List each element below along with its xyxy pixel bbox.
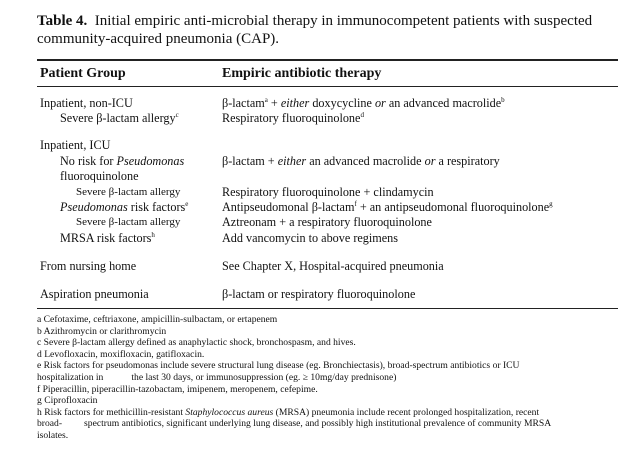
- therapy-severe-allergy-non-icu: [222, 111, 364, 126]
- group-nursing-home: From nursing home: [40, 259, 137, 273]
- therapy-text: +: [267, 96, 281, 110]
- group-inpatient-icu: Inpatient, ICU: [40, 138, 111, 152]
- footnote-e-line2: [37, 372, 622, 384]
- therapy-aspiration: β-lactam or respiratory fluoroquinolone: [222, 287, 416, 301]
- group-text: Pseudomonas: [60, 200, 128, 214]
- group-aspiration: Aspiration pneumonia: [40, 287, 149, 301]
- group-severe-allergy-icu: Severe β-lactam allergy: [76, 186, 181, 198]
- footnote-text: hospitalization in: [37, 371, 104, 383]
- group-fluoroquinolone-continuation: fluoroquinolone: [60, 169, 139, 183]
- group-severe-allergy-pseudomonas: Severe β-lactam allergy: [76, 216, 181, 228]
- footnote-marker: d: [360, 110, 364, 119]
- therapy-text: an advanced macrolide: [385, 96, 502, 110]
- therapy-inpatient-non-icu: [222, 96, 505, 111]
- therapy-text: Respiratory fluoroquinolone: [222, 111, 361, 125]
- footnote-marker: f: [354, 199, 357, 208]
- therapy-text: or: [374, 96, 386, 110]
- table-top-rule: [37, 59, 618, 61]
- footnote-b: b Azithromycin or clarithromycin: [37, 325, 167, 337]
- footnote-marker: e: [185, 199, 189, 208]
- footnote-marker: g: [549, 199, 553, 208]
- footnote-text: broad-: [37, 418, 63, 430]
- footnote-h-line3: isolates.: [37, 429, 69, 441]
- therapy-text: β-lactam +: [222, 154, 278, 168]
- footnote-marker: c: [175, 110, 179, 119]
- group-inpatient-non-icu: Inpatient, non-ICU: [40, 96, 133, 110]
- therapy-text: a respiratory: [435, 154, 500, 168]
- footnote-marker: b: [501, 95, 505, 104]
- therapy-text: either: [277, 154, 307, 168]
- footnote-marker: a: [264, 95, 268, 104]
- footnote-text: h Risk factors for methicillin-resistant: [37, 406, 186, 418]
- therapy-text: or: [424, 154, 436, 168]
- footnote-h-line1: [37, 407, 622, 419]
- footnote-g: g Ciprofloxacin: [37, 395, 98, 407]
- therapy-no-pseudomonas-risk: [222, 154, 500, 169]
- group-text: risk factors: [127, 200, 186, 214]
- group-pseudomonas-risk: [60, 200, 188, 215]
- table-label: Table 4.: [37, 13, 88, 29]
- therapy-text: either: [280, 96, 310, 110]
- footnote-text: (MRSA) pneumonia include recent prolonged hospitalization, recent: [273, 406, 540, 418]
- therapy-text: doxycycline: [309, 96, 375, 110]
- therapy-severe-allergy-icu: Respiratory fluoroquinolone + clindamycin: [222, 185, 434, 199]
- therapy-text: + an antipseudomonal fluoroquinolone: [356, 200, 550, 214]
- group-mrsa-risk: [60, 231, 155, 246]
- footnote-e-line1: e Risk factors for pseudomonas include severe structural lung disease (eg. Bronchiectasis), broad-spectrum antibiotics or ICU: [37, 360, 520, 372]
- footnote-marker: h: [151, 230, 155, 239]
- table-bottom-rule: [37, 308, 618, 309]
- footnote-c: c Severe β-lactam allergy defined as anaphylactic shock, bronchospasm, and hives.: [37, 337, 356, 349]
- therapy-text: β-lactam: [222, 96, 265, 110]
- footnote-f: f Piperacillin, piperacillin-tazobactam, imipenem, meropenem, cefepime.: [37, 383, 318, 395]
- footnotes: [37, 314, 622, 442]
- header-empiric-therapy: Empiric antibiotic therapy: [222, 66, 382, 81]
- footnote-a: a Cefotaxime, ceftriaxone, ampicillin-sulbactam, or ertapenem: [37, 314, 278, 325]
- table-caption: [37, 12, 617, 48]
- therapy-nursing-home: See Chapter X, Hospital-acquired pneumonia: [222, 259, 444, 273]
- header-patient-group: Patient Group: [40, 66, 126, 81]
- therapy-text: an advanced macrolide: [306, 154, 425, 168]
- table-header-rule: [37, 86, 618, 87]
- footnote-d: d Levofloxacin, moxifloxacin, gatifloxacin.: [37, 348, 205, 360]
- therapy-text: Antipseudomonal β-lactam: [222, 200, 355, 214]
- group-text: MRSA risk factors: [60, 231, 152, 245]
- group-text: Pseudomonas: [116, 154, 185, 168]
- group-no-pseudomonas-risk: [60, 154, 184, 169]
- footnote-text: spectrum antibiotics, significant underlying lung disease, and possibly high institutional prevalence of community MRSA: [84, 418, 552, 430]
- group-text: Severe β-lactam allergy: [60, 111, 176, 125]
- group-severe-allergy-non-icu: [60, 111, 179, 126]
- footnote-text: the last 30 days, or immunosuppression (eg. ≥ 10mg/day prednisone): [131, 371, 397, 383]
- table-title: Initial empiric anti-microbial therapy in immunocompetent patients with suspected community-acquired pneumonia (CAP).: [37, 13, 593, 47]
- footnote-h-line2: [37, 418, 622, 430]
- therapy-severe-allergy-pseudomonas: Aztreonam + a respiratory fluoroquinolone: [222, 215, 432, 229]
- therapy-mrsa-risk: Add vancomycin to above regimens: [222, 231, 398, 245]
- footnote-text: Staphylococcus aureus: [185, 406, 274, 418]
- therapy-pseudomonas-risk: [222, 200, 553, 215]
- group-text: No risk for: [60, 154, 117, 168]
